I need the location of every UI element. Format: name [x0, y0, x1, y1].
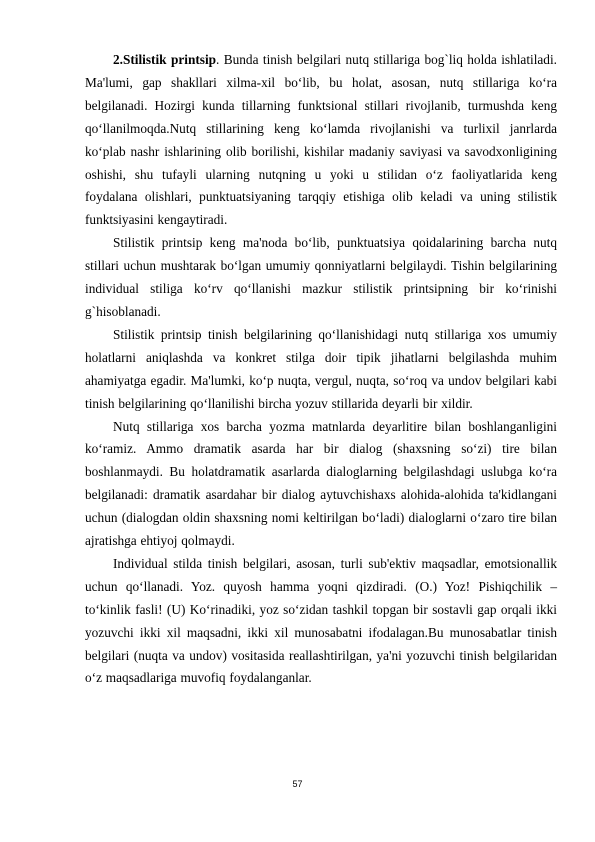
section-heading: 2.Stilistik printsip: [113, 52, 217, 67]
paragraph-general-cases: [85, 324, 557, 416]
paragraph-text: Individual stilda tinish belgilari, asosan, turli sub'ektiv maqsadlar, emotsionallik uchun qo‘llanadi. Yoz. quyosh hamma yoqni qizdiradi. (O.) Yoz! Pishiqchilik – to‘kinlik fasli! (U) Ko‘rinadiki, yoz so‘zidan tashkil topgan bir sostavli gap orqali ikki yozuvchi ikki xil maqsadni, ikki xil munosabatni ifodalagan.Bu munosabatlar tinish belgilari (nuqta va undov) vositasida reallashtirilgan, ya'ni yozuvchi tinish belgilaridan o‘z maqsadlariga muvofiq foydalanganlar.: [85, 555, 557, 686]
paragraph-text: Nutq stillariga xos barcha yozma matnlarda deyarlitire bilan boshlanganligini ko‘ramiz. Ammo dramatik asarda har bir dialog (shaxsning so‘zi) tire bilan boshlanmaydi. Bu holatdramatik asarlarda dialoglarning belgilashdagi uslubga ko‘ra belgilanadi: dramatik asardahar bir dialog aytuvchishaxs alohida-alohida ta'kidlangani uchun (dialogdan oldin shaxsning nomi keltirilgan bo‘ladi) dialoglarni o‘zaro tire bilan ajratishga ehtiyoj qolmaydi.: [85, 418, 557, 549]
paragraph-dramatic-dialogs: [85, 416, 557, 553]
paragraph-stylistic-principle: [85, 49, 557, 232]
paragraph-text: . Bunda tinish belgilari nutq stillariga bog`liq holda ishlatiladi. Ma'lumi, gap shakllari xilma-xil bo‘lib, bu holat, asosan, nutq stillariga ko‘ra belgilanadi. Hozirgi kunda tillarning funktsional stillari rivojlanib, turmushda keng qo‘llanilmoqda.Nutq stillarining keng ko‘lamda rivojlanishi va turlixil janrlarda ko‘plab nashr ishlarining olib borilishi, kishilar madaniy saviyasi va savodxonligining oshishi, shu tufayli ularning nutqning u yoki u stilidan o‘z faoliyatlarida keng foydalana olishlari, punktuatsiyaning tarqqiy etishiga olib keladi va uning stilistik funktsiyasini kengaytiradi.: [85, 52, 557, 228]
paragraph-broad-meaning: [85, 232, 557, 324]
paragraph-individual-style: [85, 553, 557, 690]
page-number: 57: [292, 779, 303, 789]
paragraph-text: Stilistik printsip keng ma'noda bo‘lib, punktuatsiya qoidalarining barcha nutq stillari uchun mushtarak bo‘lgan umumiy qonniyatlarni belgilaydi. Tishin belgilarining individual stiliga ko‘rv qo‘llanishi mazkur stilistik printsipning bir ko‘rinishi g`hisoblanadi.: [85, 235, 557, 319]
paragraph-text: Stilistik printsip tinish belgilarining qo‘llanishidagi nutq stillariga xos umumiy holatlarni aniqlashda va konkret stilga doir tipik jihatlarni belgilashda muhim ahamiyatga egadir. Ma'lumki, ko‘p nuqta, vergul, nuqta, so‘roq va undov belgilari kabi tinish belgilarining qo‘llanilishi bircha yozuv stillarida deyarli bir xildir.: [85, 326, 557, 411]
document-page: [85, 49, 557, 690]
